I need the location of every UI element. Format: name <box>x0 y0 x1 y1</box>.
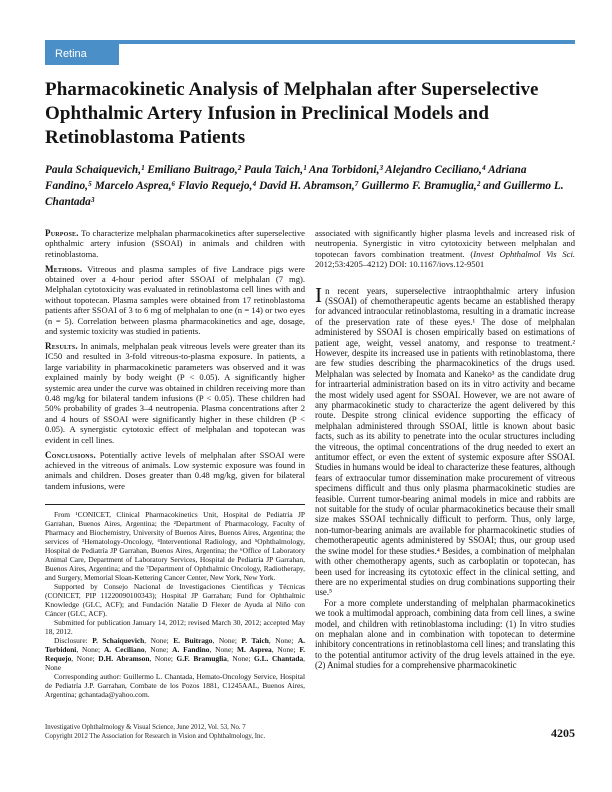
abstract-conclusions <box>45 450 305 492</box>
abstract-continuation: associated with significantly higher plasma levels and increased risk of neutropenia. Synergistic in vitro cytotoxicity between melphalan and topotecan favors combination treatment. (Invest Ophthalmol Vis Sci. 2012;53:4205–4212) DOI: 10.1167/iovs.12-9501 <box>315 227 575 270</box>
copyright-line: Copyright 2012 The Association for Research in Vision and Ophthalmology, Inc. <box>45 733 266 740</box>
journal-info-line: Investigative Ophthalmology & Visual Science, June 2012, Vol. 53, No. 7 <box>45 724 246 731</box>
intro-paragraph-2: For a more complete understanding of melphalan pharmacokinetics we took a multimodal approach, combining data from cell lines, a swine model, and children with retinoblastoma including: (1) In vitro studies on mephalan alone and in combination with topotecan to determine inhibitory concentrations in retinoblastoma cell lines; and translating this to the potential antitumor activity of the drug levels attained in the eye. (2) Animal studies for a comprehensive pharmacokinetic <box>315 597 575 671</box>
submission-note: Submitted for publication January 14, 2012; revised March 30, 2012; accepted May 18, 2012. <box>45 618 305 637</box>
correspondence-note: Corresponding author: Guillermo L. Chantada, Hemato-Oncology Service, Hospital de Pediatría J.P. Garrahan, Combate de los Pozos 1881, C1245AAL, Buenos Aires, Argentina; gchantada@yahoo.com. <box>45 672 305 700</box>
abstract-conclusions-text: Potentially active levels of melphalan after SSOAI were achieved in the vitreous of animals. Low systemic exposure was found in animals and children. Doses greater than 0.48 mg/kg, given for bilateral tandem infusions, were <box>45 449 306 491</box>
article-title: Pharmacokinetic Analysis of Melphalan after Superselective Ophthalmic Artery Infusion in Preclinical Models and Retinoblastoma Patients <box>45 79 539 149</box>
abstract-purpose-label: Purpose. <box>45 227 79 238</box>
page-footer <box>45 723 575 741</box>
affiliations-note: From ¹CONICET, Clinical Pharmacokinetics Unit, Hospital de Pediatría JP Garrahan, Buenos Aires, Argentina; the ²Department of Pharmacology, Faculty of Pharmacy and Biochemistry, University of Buenos Aires, Buenos Aires, Argentina; the services of ³Hematology-Oncology, ⁴Interventional Radiology, and ⁵Ophthalmology, Hospital de Pediatría JP Garrahan, Buenos Aires, Argentina; the ⁶Office of Laboratory Animal Care, Department of Laboratory Services, Hospital de Pediatría JP Garrahan, Buenos Aires, Argentina; and the ⁷Department of Ophthalmic Oncology, Radiotherapy, and Surgery, Memorial Sloan-Kettering Cancer Center, New York, New York. <box>45 510 305 583</box>
drop-cap: I <box>315 282 323 307</box>
abstract-methods-text: Vitreous and plasma samples of five Landrace pigs were obtained over a 4-hour period after SSOAI of melphalan (7 mg). Melphalan cytotoxicity was evaluated in retinoblastoma cell lines with and without topotecan. Plasma samples were obtained from 17 retinoblastoma patients after SSOAI of 3 to 6 mg of melphalan to one (n = 14) or two eyes (n = 5). Correlation between plasma pharmacokinetics and age, dosage, and systemic toxicity was studied in patients. <box>45 263 305 337</box>
abstract-purpose-text: To characterize melphalan pharmacokinetics after superselective ophthalmic artery infusion (SSOAI) in animals and children with retinoblastoma. <box>45 227 305 259</box>
right-column <box>315 228 575 671</box>
abstract-methods <box>45 264 305 337</box>
support-note: Supported by Consejo Nacional de Investigaciones Científicas y Técnicas (CONICET, PIP 11220090100343); Hospital JP Garrahan; Fund for Ophthalmic Knowledge (GLC, ACF); and Fundación Natalie D Flexer de Ayuda al Niño con Cáncer (GLC, ACF). <box>45 582 305 619</box>
abstract-results <box>45 341 305 445</box>
abstract-conclusions-label: Conclusions. <box>45 449 96 460</box>
abstract-purpose <box>45 228 305 259</box>
left-column <box>45 228 305 699</box>
journal-info <box>45 723 265 741</box>
intro-paragraph-1-text: n recent years, superselective intraophthalmic artery infusion (SSOAI) of chemotherapeutic agents became an established therapy for advanced intraocular retinoblastoma, resulting in a dramatic increase of the preservation rate of these eyes.¹ The dose of melphalan administered by SSOAI is chosen empirically based on estimations of patient age, weight, vessel anatomy, and response to treatment.² However, despite its increased use in patients with retinoblastoma, there are few studies describing the pharmacokinetics of the drugs used. Melphalan was selected by Inomata and Kaneko³ as the candidate drug for intraarterial administration based on its in vitro activity and became the most widely used agent for SSOAI. However, we are not aware of any pharmacokinetic study to characterize the agent delivered by this route. Despite strong clinical evidence supporting the efficacy of melphalan administered through SSOAI, little is known about basic facts, such as its ability to penetrate into the ocular structures including the vitreous, the optimal concentrations of the drug needed to exert an antitumor effect, or even the extent of systemic exposure after SSOAI. Studies in humans would be ideal to characterize these features, although fears of extraocular tumor dissemination make procurement of vitreous specimens difficult and thus only plasma pharmacokinetic studies are feasible. Current tumor-bearing animal models in mice and rabbits are not suitable for the study of ocular pharmacokinetics because their small size makes SSOAI technically difficult to perform. Thus, only large, non-tumor-bearing animals are available for pharmacokinetic studies of chemotherapeutic agents administered by SSOAI; thus, our group used the swine model for these studies.⁴ Besides, a combination of melphalan with other chemotherapy agents, such as carboplatin or topotecan, has been used for increasing its cytotoxic effect in the clinical setting, and there are no experimental studies on drug combinations supporting their use.⁵ <box>315 285 576 598</box>
intro-paragraph-1 <box>315 282 576 598</box>
disclosure-paragraph: Disclosure: P. Schaiquevich, None; E. Buitrago, None; P. Taich, None; A. Torbidoni, None; A. Ceciliano, None; A. Fandino, None; M. Asprea, None; F. Requejo, None; D.H. Abramson, None; G.F. Bramuglia, None; G.L. Chantada, None <box>45 636 306 673</box>
two-column-body <box>45 228 575 699</box>
abstract-results-label: Results. <box>45 340 78 351</box>
section-badge: Retina <box>45 44 119 65</box>
top-accent-rule <box>45 40 575 44</box>
abstract <box>45 228 305 491</box>
footnote-block <box>45 504 305 699</box>
introduction-section <box>315 282 576 671</box>
author-list: Paula Schaiquevich,¹ Emiliano Buitrago,² Paula Taich,¹ Ana Torbidoni,³ Alejandro Ceciliano,⁴ Adriana Fandino,⁵ Marcelo Asprea,⁶ Flavio Requejo,⁴ David H. Abramson,⁷ Guillermo F. Bramuglia,² and Guillermo L. Chantada³ <box>45 164 564 209</box>
page-number: 4205 <box>551 726 575 740</box>
abstract-methods-label: Methods. <box>45 263 83 274</box>
abstract-results-text: In animals, melphalan peak vitreous levels were greater than its IC50 and resulted in 3-fold vitreous-to-plasma exposure. In patients, a large variability in pharmacokinetic parameters was observed and it was explained mainly by body weight (P < 0.05). A significantly higher systemic area under the curve was obtained in children receiving more than 0.48 mg/kg for bilateral tandem infusions (P < 0.05). These children had 50% probability of grades 3–4 neutropenia. Plasma concentrations after 2 and 4 hours of SSOAI were significantly higher in these children (P < 0.05). A synergistic cytotoxic effect of melphalan and topotecan was evident in cell lines. <box>45 340 305 445</box>
